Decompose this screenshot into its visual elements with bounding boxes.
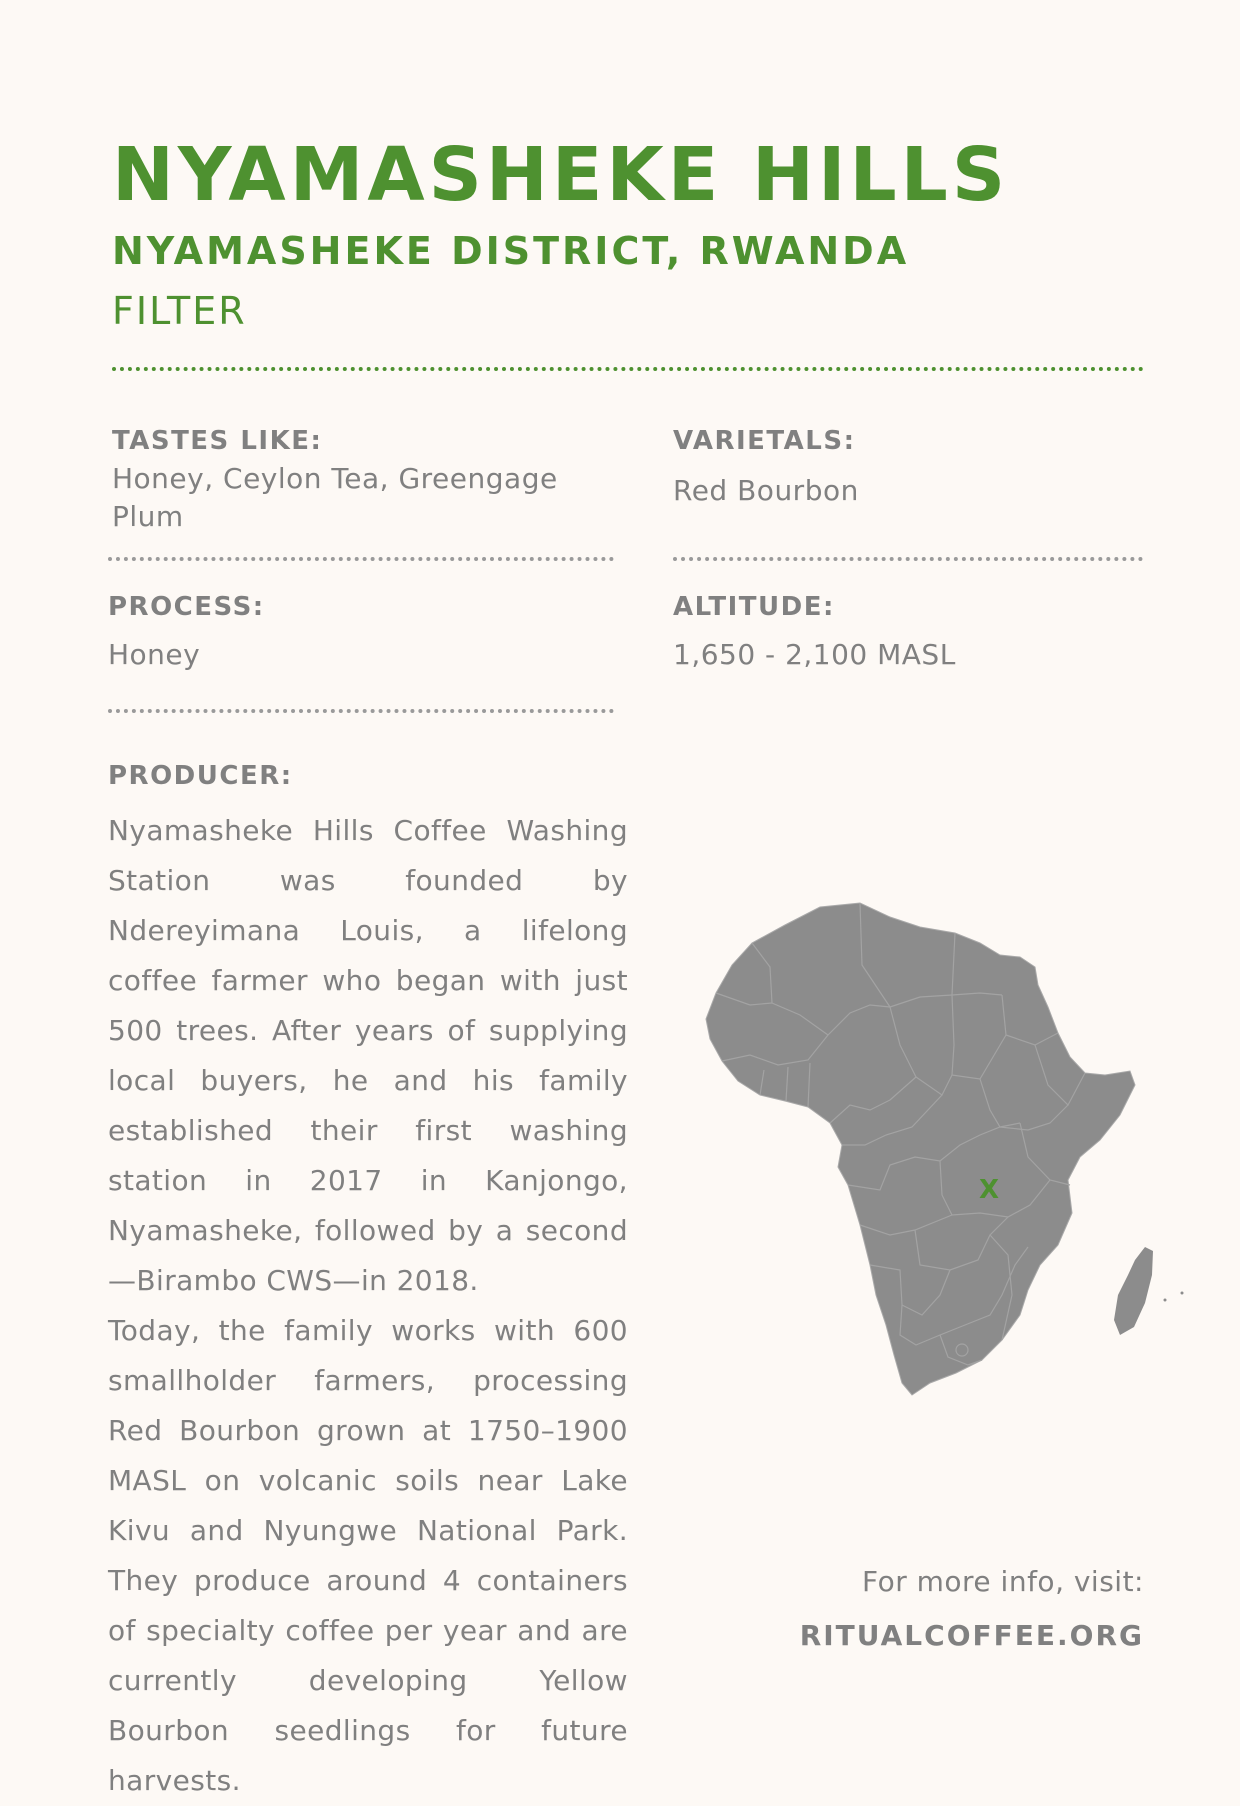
header-divider (112, 367, 1144, 371)
africa-map (690, 895, 1190, 1415)
coffee-title: NYAMASHEKE HILLS (112, 132, 1010, 218)
altitude-value: 1,650 - 2,100 MASL (673, 638, 956, 671)
madagascar (1114, 1247, 1153, 1335)
africa-continent (706, 903, 1184, 1395)
island-dot-1 (1164, 1299, 1167, 1302)
producer-label: PRODUCER: (108, 761, 293, 791)
tastes-like-label: TASTES LIKE: (112, 426, 323, 456)
process-label: PROCESS: (108, 592, 265, 622)
divider-right-1 (673, 557, 1143, 561)
producer-paragraph-2: Today, the family works with 600 smallholder farmers, processing Red Bourbon grown at 1750–1900 MASL on volcanic soils near Lake Kivu and Nyungwe National Park. They produce around 4 containers of specialty coffee per year and are currently developing Yellow Bourbon seedlings for future harvests. (108, 1314, 628, 1797)
varietals-value: Red Bourbon (673, 474, 859, 507)
origin-region: NYAMASHEKE DISTRICT, RWANDA (112, 229, 910, 273)
producer-paragraph-1: Nyamasheke Hills Coffee Washing Station was founded by Ndereyimana Louis, a lifelong coffee farmer who began with just 500 trees. After years of supplying local buyers, he and his family established their first washing station in 2017 in Kanjongo, Nyamasheke, followed by a second—Birambo CWS—in 2018. (108, 814, 628, 1297)
varietals-label: VARIETALS: (673, 426, 856, 456)
website-link[interactable]: RITUALCOFFEE.ORG (799, 1619, 1144, 1652)
tastes-like-value: Honey, Ceylon Tea, Greengage Plum (112, 462, 558, 533)
process-value: Honey (108, 638, 201, 671)
brew-method: FILTER (112, 289, 247, 333)
altitude-label: ALTITUDE: (673, 592, 835, 622)
visit-text: For more info, visit: (861, 1565, 1144, 1598)
divider-left-1 (108, 557, 614, 561)
producer-description (108, 806, 628, 1806)
rwanda-marker: X (978, 1175, 1000, 1205)
island-dot-2 (1181, 1292, 1184, 1295)
divider-left-2 (108, 709, 614, 713)
